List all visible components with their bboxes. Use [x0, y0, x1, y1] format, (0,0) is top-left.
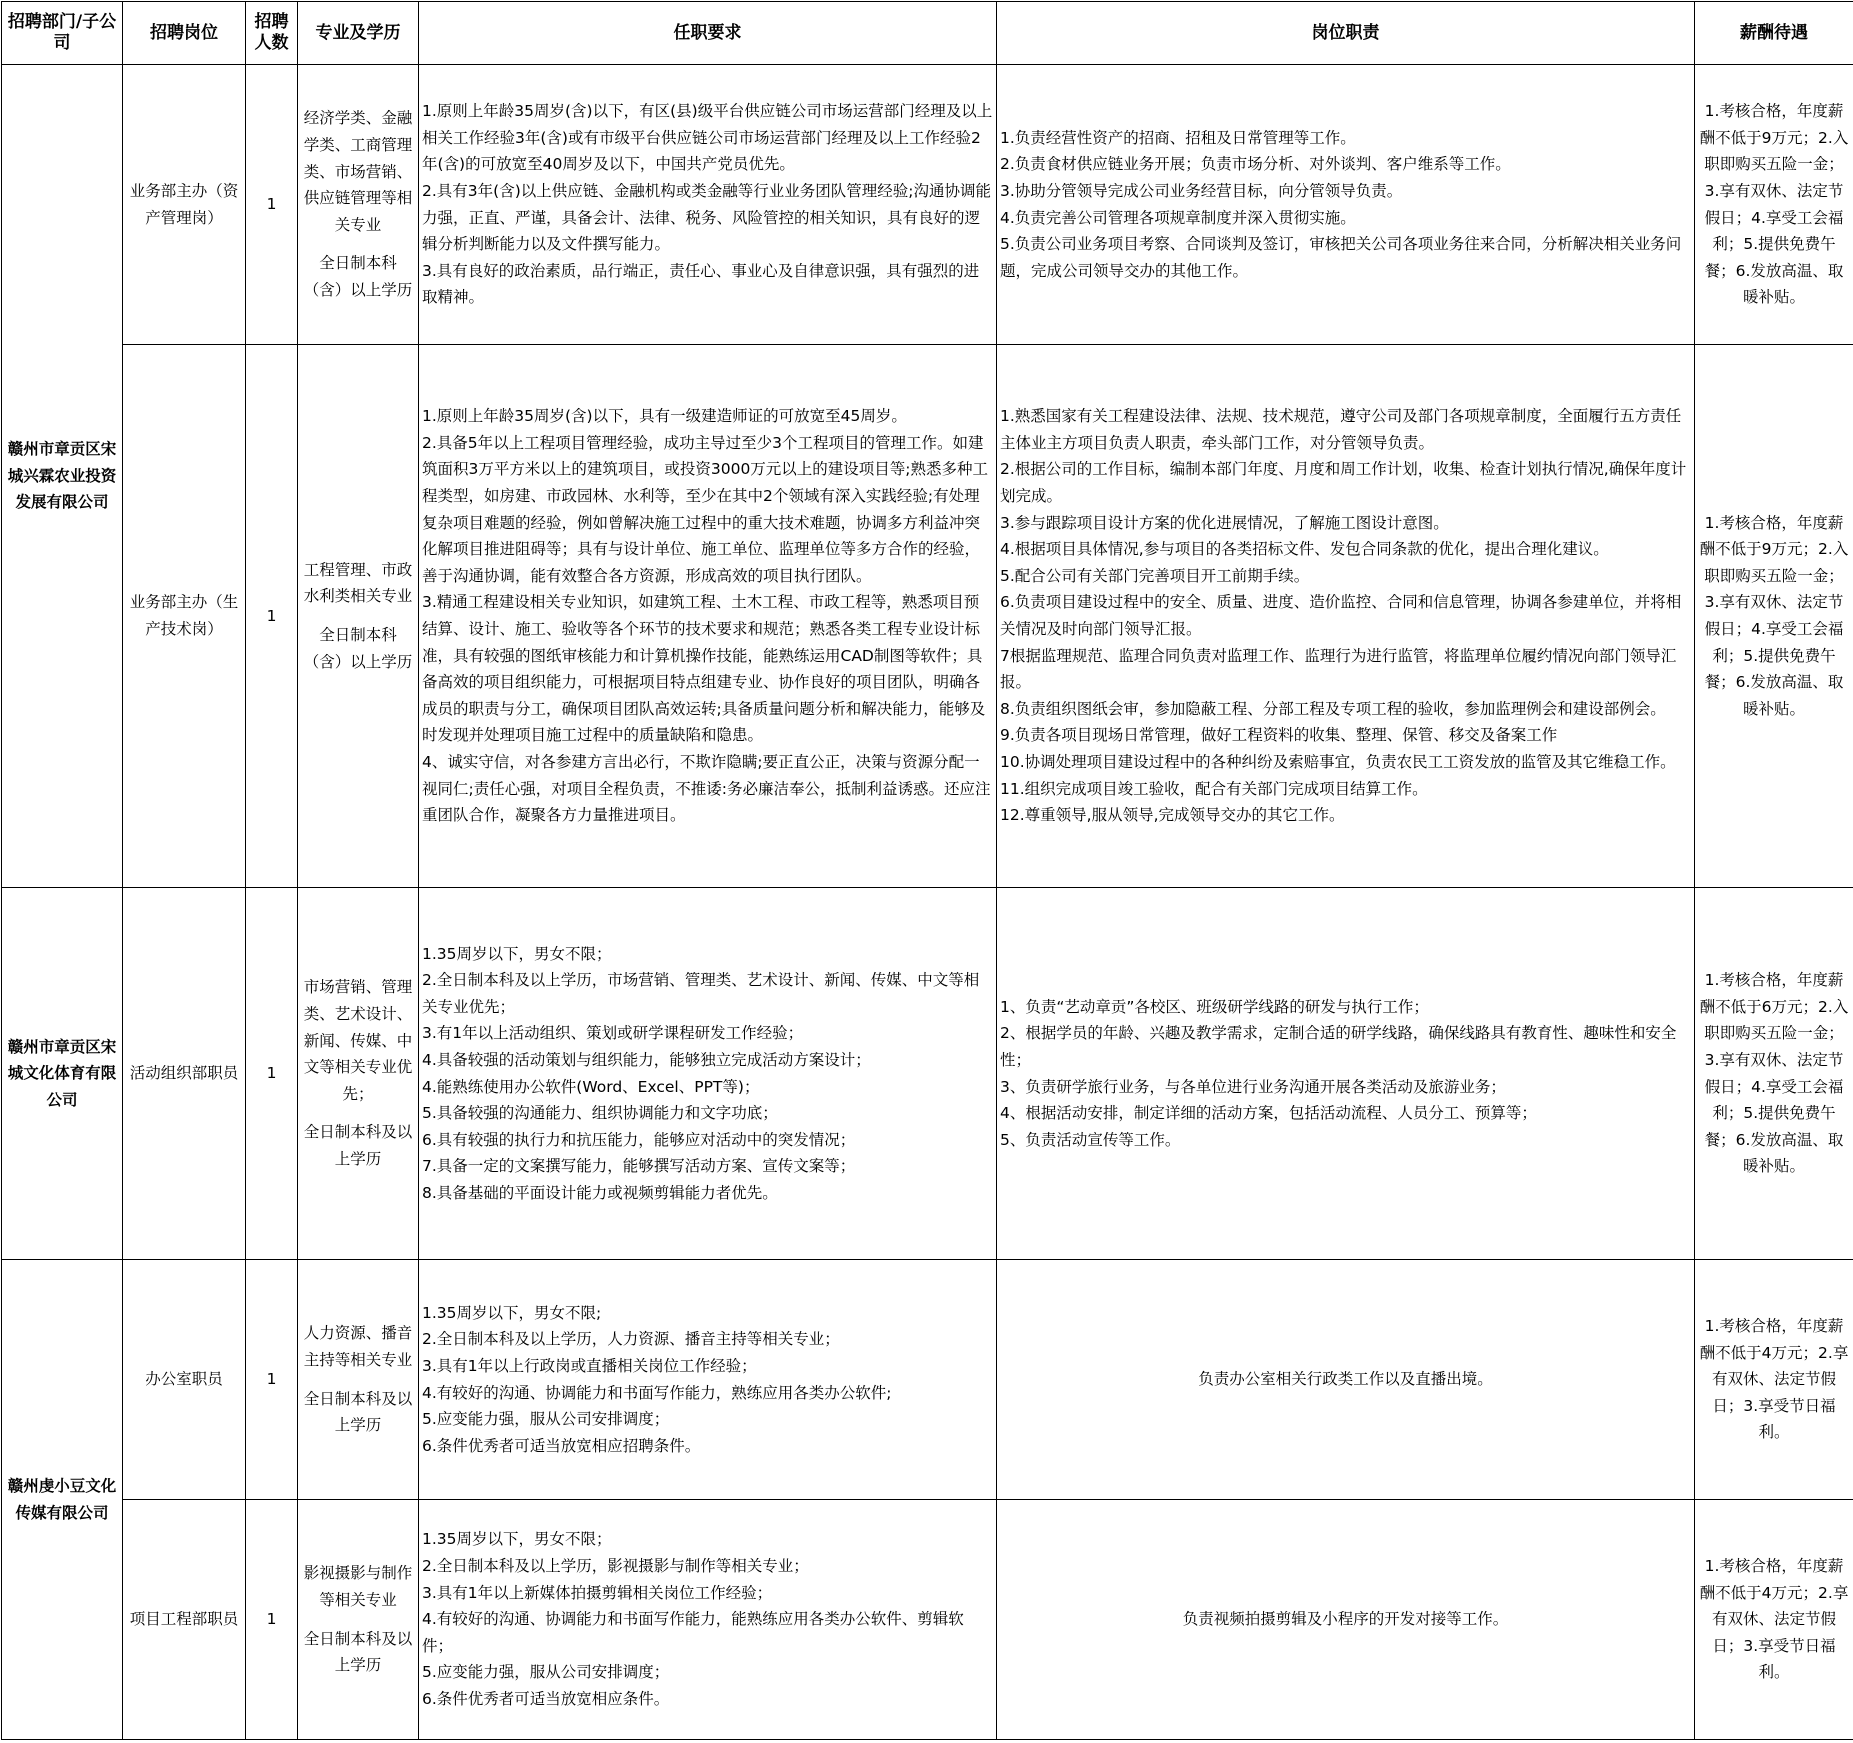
education-text: 全日制本科及以上学历: [301, 1386, 415, 1439]
header-count: 招聘人数: [246, 2, 298, 65]
education-text: 全日制本科及以上学历: [301, 1626, 415, 1679]
header-row: [2, 2, 1853, 65]
requirement-item: 1.原则上年龄35周岁(含)以下，有区(县)级平台供应链公司市场运营部门经理及以上相关工作经验3年(含)或有市级平台供应链公司市场运营部门经理及以上工作经验2年(含)的可放宽至40周岁及以下，中国共产党员优先。: [422, 98, 993, 178]
requirement-item: 6.条件优秀者可适当放宽相应招聘条件。: [422, 1433, 993, 1460]
major-text: 市场营销、管理类、艺术设计、新闻、传媒、中文等相关专业优先；: [301, 974, 415, 1107]
requirement-item: 1.35周岁以下，男女不限;: [422, 1300, 993, 1327]
major-education: [298, 1500, 419, 1740]
duty-item: 1.负责经营性资产的招商、招租及日常管理等工作。: [1000, 125, 1691, 152]
requirement-item: 2.全日制本科及以上学历，影视摄影与制作等相关专业；: [422, 1553, 993, 1580]
requirement-item: 6.具有较强的执行力和抗压能力，能够应对活动中的突发情况；: [422, 1127, 993, 1154]
major-education: [298, 888, 419, 1260]
header-duties: 岗位职责: [997, 2, 1695, 65]
duty-item: 负责视频拍摄剪辑及小程序的开发对接等工作。: [1000, 1606, 1691, 1633]
major-education: [298, 1260, 419, 1500]
duty-item: 8.负责组织图纸会审，参加隐蔽工程、分部工程及专项工程的验收，参加监理例会和建设部例会。: [1000, 696, 1691, 723]
duty-item: 5.配合公司有关部门完善项目开工前期手续。: [1000, 563, 1691, 590]
duty-item: 12.尊重领导,服从领导,完成领导交办的其它工作。: [1000, 802, 1691, 829]
requirement-item: 1.原则上年龄35周岁(含)以下，具有一级建造师证的可放宽至45周岁。: [422, 403, 993, 430]
requirement-item: 2.全日制本科及以上学历，市场营销、管理类、艺术设计、新闻、传媒、中文等相关专业优先；: [422, 967, 993, 1020]
duties-cell: [997, 65, 1695, 345]
requirement-item: 4.有较好的沟通、协调能力和书面写作能力，能熟练应用各类办公软件、剪辑软件；: [422, 1606, 993, 1659]
salary-cell: 1.考核合格，年度薪酬不低于9万元；2.入职即购买五险一金；3.享有双休、法定节假日；4.享受工会福利；5.提供免费午餐；6.发放高温、取暖补贴。: [1695, 65, 1853, 345]
duties-cell: [997, 345, 1695, 888]
header-major: 专业及学历: [298, 2, 419, 65]
duty-item: 2、根据学员的年龄、兴趣及教学需求，定制合适的研学线路，确保线路具有教育性、趣味性和安全性；: [1000, 1020, 1691, 1073]
major-text: 工程管理、市政水利类相关专业: [301, 557, 415, 610]
requirement-item: 4、诚实守信，对各参建方言出必行，不欺诈隐瞒;要正直公正，决策与资源分配一视同仁;责任心强，对项目全程负责，不推诿:务必廉洁奉公，抵制利益诱惑。还应注重团队合作，凝聚各方力量推进项目。: [422, 749, 993, 829]
duties-cell: [997, 888, 1695, 1260]
position-count: 1: [246, 1260, 298, 1500]
requirement-item: 1.35周岁以下，男女不限；: [422, 1526, 993, 1553]
duty-item: 4、根据活动安排，制定详细的活动方案，包括活动流程、人员分工、预算等；: [1000, 1100, 1691, 1127]
duty-item: 1、负责“艺动章贡”各校区、班级研学线路的研发与执行工作；: [1000, 994, 1691, 1021]
requirement-item: 3.精通工程建设相关专业知识，如建筑工程、土木工程、市政工程等，熟悉项目预结算、设计、施工、验收等各个环节的技术要求和规范；熟悉各类工程专业设计标准，具有较强的图纸审核能力和计算机操作技能，能熟练运用CAD制图等软件；具备高效的项目组织能力，可根据项目特点组建专业、协作良好的项目团队，明确各成员的职责与分工，确保项目团队高效运转;具备质量问题分析和解决能力，能够及时发现并处理项目施工过程中的质量缺陷和隐患。: [422, 589, 993, 749]
requirement-item: 8.具备基础的平面设计能力或视频剪辑能力者优先。: [422, 1180, 993, 1207]
requirement-item: 3.有1年以上活动组织、策划或研学课程研发工作经验；: [422, 1020, 993, 1047]
duty-item: 2.负责食材供应链业务开展；负责市场分析、对外谈判、客户维系等工作。: [1000, 151, 1691, 178]
duty-item: 2.根据公司的工作目标，编制本部门年度、月度和周工作计划，收集、检查计划执行情况,确保年度计划完成。: [1000, 456, 1691, 509]
table-row: [2, 65, 1853, 345]
requirement-item: 5.应变能力强，服从公司安排调度；: [422, 1406, 993, 1433]
major-text: 影视摄影与制作等相关专业: [301, 1560, 415, 1613]
position-title: 办公室职员: [123, 1260, 246, 1500]
position-title: 业务部主办（资产管理岗）: [123, 65, 246, 345]
requirement-item: 7.具备一定的文案撰写能力，能够撰写活动方案、宣传文案等；: [422, 1153, 993, 1180]
requirement-item: 4.能熟练使用办公软件(Word、Excel、PPT等)；: [422, 1074, 993, 1101]
table-row: [2, 1500, 1853, 1740]
requirement-item: 5.具备较强的沟通能力、组织协调能力和文字功底；: [422, 1100, 993, 1127]
position-title: 业务部主办（生产技术岗）: [123, 345, 246, 888]
company-name: 赣州市章贡区宋城文化体育有限公司: [2, 888, 123, 1260]
position-count: 1: [246, 1500, 298, 1740]
requirement-item: 4.具备较强的活动策划与组织能力，能够独立完成活动方案设计；: [422, 1047, 993, 1074]
requirement-item: 3.具有良好的政治素质，品行端正，责任心、事业心及自律意识强，具有强烈的进取精神。: [422, 258, 993, 311]
duty-item: 9.负责各项目现场日常管理，做好工程资料的收集、整理、保管、移交及备案工作: [1000, 722, 1691, 749]
requirement-item: 3.具有1年以上新媒体拍摄剪辑相关岗位工作经验；: [422, 1580, 993, 1607]
table-row: [2, 1260, 1853, 1500]
duty-item: 7根据监理规范、监理合同负责对监理工作、监理行为进行监管，将监理单位履约情况向部门领导汇报。: [1000, 643, 1691, 696]
requirement-item: 1.35周岁以下，男女不限；: [422, 941, 993, 968]
duty-item: 4.根据项目具体情况,参与项目的各类招标文件、发包合同条款的优化，提出合理化建议。: [1000, 536, 1691, 563]
requirement-item: 2.全日制本科及以上学历，人力资源、播音主持等相关专业；: [422, 1326, 993, 1353]
company-name: 赣州市章贡区宋城兴霖农业投资发展有限公司: [2, 65, 123, 888]
salary-cell: 1.考核合格，年度薪酬不低于4万元；2.享有双休、法定节假日；3.享受节日福利。: [1695, 1260, 1853, 1500]
header-position: 招聘岗位: [123, 2, 246, 65]
duties-cell: [997, 1500, 1695, 1740]
position-count: 1: [246, 888, 298, 1260]
duty-item: 4.负责完善公司管理各项规章制度并深入贯彻实施。: [1000, 205, 1691, 232]
requirements-cell: [419, 888, 997, 1260]
duty-item: 3.协助分管领导完成公司业务经营目标，向分管领导负责。: [1000, 178, 1691, 205]
salary-cell: 1.考核合格，年度薪酬不低于6万元；2.入职即购买五险一金；3.享有双休、法定节假日；4.享受工会福利；5.提供免费午餐；6.发放高温、取暖补贴。: [1695, 888, 1853, 1260]
requirements-cell: [419, 1500, 997, 1740]
duty-item: 6.负责项目建设过程中的安全、质量、进度、造价监控、合同和信息管理，协调各参建单位，并将相关情况及时向部门领导汇报。: [1000, 589, 1691, 642]
table-row: [2, 888, 1853, 1260]
requirements-cell: [419, 65, 997, 345]
position-count: 1: [246, 65, 298, 345]
requirement-item: 4.有较好的沟通、协调能力和书面写作能力，熟练应用各类办公软件;: [422, 1380, 993, 1407]
header-salary: 薪酬待遇: [1695, 2, 1853, 65]
requirement-item: 2.具有3年(含)以上供应链、金融机构或类金融等行业业务团队管理经验;沟通协调能力强，正直、严谨，具备会计、法律、税务、风险管控的相关知识，具有良好的逻辑分析判断能力以及文件撰写能力。: [422, 178, 993, 258]
major-education: [298, 65, 419, 345]
company-name: 赣州虔小豆文化传媒有限公司: [2, 1260, 123, 1740]
recruitment-table: [1, 1, 1853, 1740]
requirements-cell: [419, 345, 997, 888]
duty-item: 1.熟悉国家有关工程建设法律、法规、技术规范，遵守公司及部门各项规章制度，全面履行五方责任主体业主方项目负责人职责，牵头部门工作，对分管领导负责。: [1000, 403, 1691, 456]
header-requirements: 任职要求: [419, 2, 997, 65]
requirement-item: 2.具备5年以上工程项目管理经验，成功主导过至少3个工程项目的管理工作。如建筑面积3万平方米以上的建筑项目，或投资3000万元以上的建设项目等;熟悉多种工程类型，如房建、市政园林、水利等，至少在其中2个领域有深入实践经验;有处理复杂项目难题的经验，例如曾解决施工过程中的重大技术难题，协调多方利益冲突化解项目推进阻碍等；具有与设计单位、施工单位、监理单位等多方合作的经验，善于沟通协调，能有效整合各方资源，形成高效的项目执行团队。: [422, 430, 993, 590]
education-text: 全日制本科（含）以上学历: [301, 622, 415, 675]
duties-cell: [997, 1260, 1695, 1500]
requirement-item: 5.应变能力强，服从公司安排调度；: [422, 1659, 993, 1686]
requirement-item: 6.条件优秀者可适当放宽相应条件。: [422, 1686, 993, 1713]
major-education: [298, 345, 419, 888]
duty-item: 5、负责活动宣传等工作。: [1000, 1127, 1691, 1154]
salary-cell: 1.考核合格，年度薪酬不低于9万元；2.入职即购买五险一金；3.享有双休、法定节假日；4.享受工会福利；5.提供免费午餐；6.发放高温、取暖补贴。: [1695, 345, 1853, 888]
position-count: 1: [246, 345, 298, 888]
duty-item: 10.协调处理项目建设过程中的各种纠纷及索赔事宜，负责农民工工资发放的监管及其它维稳工作。: [1000, 749, 1691, 776]
duty-item: 负责办公室相关行政类工作以及直播出境。: [1000, 1366, 1691, 1393]
major-text: 经济学类、金融学类、工商管理类、市场营销、供应链管理等相关专业: [301, 105, 415, 238]
table-row: [2, 345, 1853, 888]
education-text: 全日制本科及以上学历: [301, 1119, 415, 1172]
duty-item: 3、负责研学旅行业务，与各单位进行业务沟通开展各类活动及旅游业务；: [1000, 1074, 1691, 1101]
position-title: 项目工程部职员: [123, 1500, 246, 1740]
major-text: 人力资源、播音主持等相关专业: [301, 1320, 415, 1373]
position-title: 活动组织部职员: [123, 888, 246, 1260]
duty-item: 3.参与跟踪项目设计方案的优化进展情况，了解施工图设计意图。: [1000, 510, 1691, 537]
requirement-item: 3.具有1年以上行政岗或直播相关岗位工作经验；: [422, 1353, 993, 1380]
education-text: 全日制本科（含）以上学历: [301, 250, 415, 303]
duty-item: 5.负责公司业务项目考察、合同谈判及签订，审核把关公司各项业务往来合同，分析解决相关业务问题，完成公司领导交办的其他工作。: [1000, 231, 1691, 284]
header-dept: 招聘部门/子公司: [2, 2, 123, 65]
salary-cell: 1.考核合格，年度薪酬不低于4万元；2.享有双休、法定节假日；3.享受节日福利。: [1695, 1500, 1853, 1740]
requirements-cell: [419, 1260, 997, 1500]
duty-item: 11.组织完成项目竣工验收，配合有关部门完成项目结算工作。: [1000, 776, 1691, 803]
